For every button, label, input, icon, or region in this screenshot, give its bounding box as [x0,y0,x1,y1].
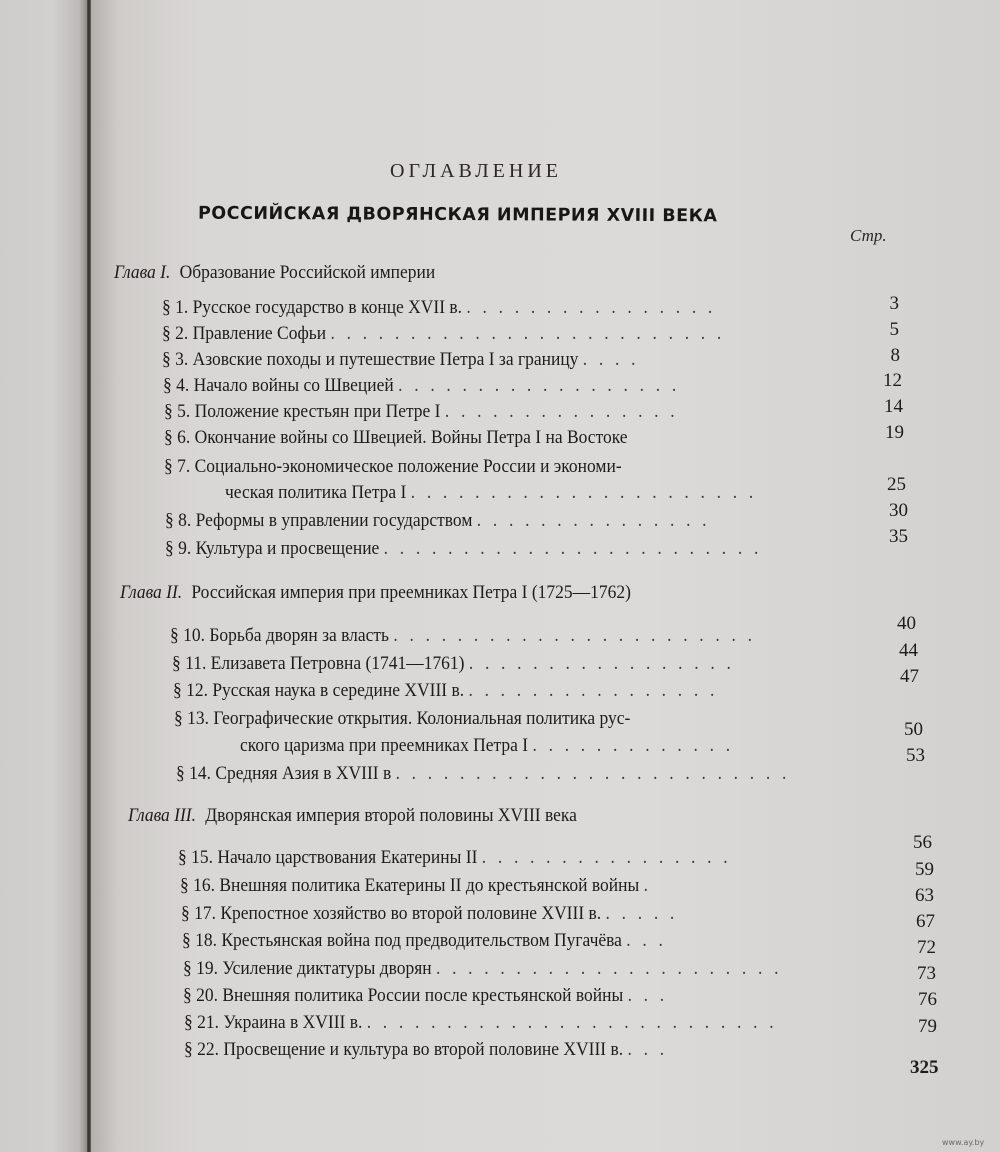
page-number: 8 [890,345,900,366]
page-number: 79 [918,1016,937,1037]
toc-entry[interactable]: § 17. Крепостное хозяйство во второй половине XVIII в. . . . . . [181,903,678,924]
toc-entry[interactable]: § 14. Средняя Азия в XVIII в . . . . . . . . . . . . . . . . . . . . . . . . . [176,763,791,784]
toc-entry[interactable]: § 22. Просвещение и культура во второй половине XVIII в. . . . [184,1039,668,1060]
watermark: www.ay.by [942,1138,985,1147]
page-number: 76 [918,989,937,1010]
toc-entry[interactable]: § 10. Борьба дворян за власть . . . . . . . . . . . . . . . . . . . . . . . [170,625,756,646]
toc-entry[interactable]: § 11. Елизавета Петровна (1741—1761) . . . . . . . . . . . . . . . . . [172,653,735,674]
page-number: 50 [904,719,923,740]
toc-entry[interactable]: § 6. Окончание войны со Швецией. Войны Петра I на Востоке [164,427,628,448]
page-number: 40 [897,613,916,634]
toc-heading: ОГЛАВЛЕНИЕ [390,160,562,182]
toc-entry[interactable]: § 15. Начало царствования Екатерины II . . . . . . . . . . . . . . . . [178,847,732,868]
toc-entry-continuation[interactable]: ческая политика Петра I . . . . . . . . . . . . . . . . . . . . . . [225,482,757,503]
toc-entry[interactable]: § 16. Внешняя политика Екатерины II до крестьянской войны . [180,875,652,896]
toc-entry[interactable]: § 2. Правление Софьи . . . . . . . . . . . . . . . . . . . . . . . . . [162,323,725,344]
page-number: 12 [883,370,902,391]
book-title: РОССИЙСКАЯ ДВОРЯНСКАЯ ИМПЕРИЯ XVIII ВЕКА [197,203,718,227]
toc-entry[interactable]: § 9. Культура и просвещение . . . . . . . . . . . . . . . . . . . . . . . . [165,538,763,559]
toc-entry[interactable]: § 13. Географические открытия. Колониальная политика рус- [174,708,631,729]
toc-entry[interactable]: § 19. Усиление диктатуры дворян . . . . . . . . . . . . . . . . . . . . . . [183,958,783,979]
page-number: 47 [900,666,919,687]
chapter-name: Российская империя при преемниках Петра I (1725—1762) [191,582,631,603]
toc-entry[interactable]: § 12. Русская наука в середине XVIII в. . . . . . . . . . . . . . . . . [173,680,719,701]
page-number: 56 [913,832,932,853]
left-page-edge [0,0,88,1152]
chapter-name: Дворянская империя второй половины XVIII века [205,805,577,826]
folio-page-number: 325 [910,1057,939,1078]
page-number: 73 [917,963,936,984]
page-number: 3 [889,293,899,314]
page-number: 67 [916,911,935,932]
page-number: 30 [889,500,908,521]
page-number: 72 [917,937,936,958]
page-number: 63 [915,885,934,906]
page-number: 19 [885,422,904,443]
page-number: 25 [887,474,906,495]
chapter-name: Образование Российской империи [179,262,436,283]
page-number: 35 [889,526,908,547]
chapter-label: Глава I. [114,262,171,283]
toc-entry[interactable]: § 3. Азовские походы и путешествие Петра I за границу . . . . [162,349,640,370]
toc-entry[interactable]: § 21. Украина в XVIII в. . . . . . . . . . . . . . . . . . . . . . . . . . . [184,1012,778,1033]
toc-entry[interactable]: § 7. Социально-экономическое положение России и экономи- [164,456,622,477]
page-number: 5 [889,319,899,340]
page-number: 53 [906,745,925,766]
page-column-label: Стр. [850,226,887,245]
toc-entry[interactable]: § 8. Реформы в управлении государством . . . . . . . . . . . . . . . [165,510,711,531]
toc-entry[interactable]: § 5. Положение крестьян при Петре I . . . . . . . . . . . . . . . [164,401,679,422]
toc-entry[interactable]: § 1. Русское государство в конце XVII в. . . . . . . . . . . . . . . . . [162,297,716,318]
chapter-label: Глава III. [128,805,197,826]
toc-entry[interactable]: § 20. Внешняя политика России после крестьянской войны . . . [183,985,668,1006]
chapter-1-title [114,262,435,284]
chapter-label: Глава II. [120,582,183,603]
page-number: 44 [899,640,918,661]
toc-entry[interactable]: § 4. Начало войны со Швецией . . . . . . . . . . . . . . . . . . [163,375,680,396]
toc-entry-continuation[interactable]: ского царизма при преемниках Петра I . . . . . . . . . . . . . [240,735,734,756]
chapter-3-title [128,805,577,827]
chapter-2-title [120,582,631,604]
page-number: 59 [915,859,934,880]
toc-entry[interactable]: § 18. Крестьянская война под предводительством Пугачёва . . . [182,930,667,951]
page-number: 14 [884,396,903,417]
